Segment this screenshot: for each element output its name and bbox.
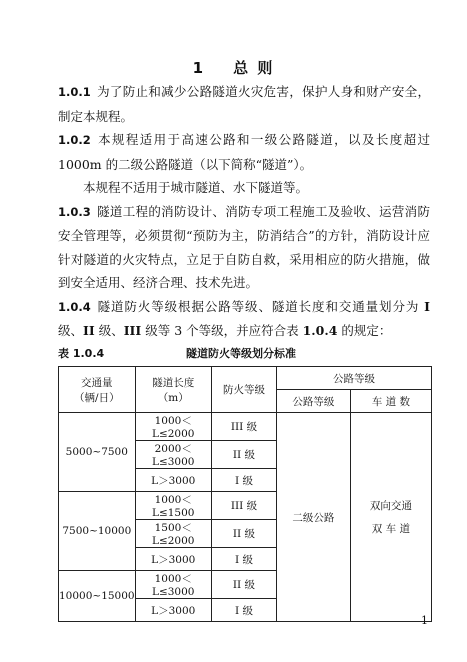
- clause-1-0-2-note: [58, 176, 430, 200]
- grade-cell: II 级: [211, 441, 276, 469]
- clause-text: 为了防止和减少公路隧道火灾危害，保护人身和财产安全，制定本规程。: [58, 84, 430, 124]
- table-label: 表 1.0.4: [58, 347, 105, 360]
- length-cell: L＞3000: [135, 548, 211, 571]
- lanes-line-2: 双 车 道: [371, 523, 410, 535]
- clause-text: 级等 3 个等级，并应符合表: [141, 323, 303, 338]
- header-traffic-label: 交通量: [81, 376, 113, 389]
- header-traffic: [59, 367, 136, 413]
- length-cell: 1500＜L≤2000: [135, 520, 211, 548]
- grade-cell: I 级: [211, 548, 276, 571]
- chapter-number: 1: [192, 59, 206, 77]
- grade-cell: I 级: [211, 469, 276, 492]
- clause-text: 的规定：: [337, 323, 392, 338]
- header-lanes: 车 道 数: [350, 390, 431, 413]
- length-cell: 1000＜L≤2000: [135, 413, 211, 441]
- lanes-line-1: 双向交通: [369, 500, 412, 512]
- table-title: 隧道防火等级划分标准: [186, 347, 296, 360]
- grade-cell: I 级: [211, 599, 276, 622]
- grade-ii: II: [83, 323, 95, 338]
- fire-grade-table: [58, 366, 432, 622]
- grade-i: I: [424, 298, 430, 314]
- grade-iii: III: [123, 323, 142, 338]
- header-traffic-unit: （辆/日）: [74, 391, 120, 404]
- chapter-title: 总 则: [233, 59, 275, 77]
- clause-1-0-1: [58, 80, 430, 128]
- grade-cell: III 级: [211, 413, 276, 441]
- length-cell: L＞3000: [135, 599, 211, 622]
- clauses-body: [58, 80, 430, 343]
- chapter-heading: [0, 57, 467, 78]
- length-cell: 1000＜L≤3000: [135, 571, 211, 599]
- header-length-label: 隧道长度: [152, 376, 195, 389]
- table-row: [59, 413, 432, 441]
- grade-cell: III 级: [211, 492, 276, 520]
- clause-1-0-2: [58, 128, 430, 176]
- header-road-grade: 公路等级: [277, 390, 351, 413]
- length-cell: L＞3000: [135, 469, 211, 492]
- traffic-cell: 10000~15000: [59, 571, 136, 622]
- header-road: 公路等级: [277, 367, 432, 390]
- clause-text: 本规程适用于高速公路和一级公路隧道，以及长度超过 1000m 的二级公路隧道（以下简称“隧道”）。: [58, 132, 430, 172]
- clause-number: 1.0.4: [58, 299, 91, 314]
- clause-number: 1.0.1: [58, 85, 91, 99]
- clause-text: 级、: [58, 323, 84, 338]
- header-grade: 防火等级: [211, 367, 276, 413]
- length-cell: 1000＜L≤1500: [135, 492, 211, 520]
- header-row: [59, 367, 432, 390]
- traffic-cell: 5000~7500: [59, 413, 136, 492]
- page-number: 1: [421, 614, 428, 627]
- clause-text: 级、: [94, 323, 124, 338]
- clause-1-0-4: [58, 295, 430, 343]
- clause-text: 隧道防火等级根据公路等级、隧道长度和交通量划分为: [96, 298, 425, 314]
- lanes-cell: [350, 413, 431, 622]
- clause-text: 隧道工程的消防设计、消防专项工程施工及验收、运营消防安全管理等，必须贯彻“预防为主，防消结合”的方针，消防设计应针对隧道的火灾特点，立足于自防自救，采用相应的防火措施，做到安全适用、经济合理、技术先进。: [58, 203, 430, 290]
- clause-text: 本规程不适用于城市隧道、水下隧道等。: [83, 180, 309, 195]
- clause-1-0-3: [58, 200, 430, 295]
- table-ref: 1.0.4: [302, 323, 338, 338]
- clause-number: 1.0.3: [58, 204, 91, 219]
- clause-number: 1.0.2: [58, 133, 91, 147]
- header-length-unit: （m）: [157, 391, 189, 404]
- length-cell: 2000＜L≤3000: [135, 441, 211, 469]
- grade-cell: II 级: [211, 571, 276, 599]
- header-length: [135, 367, 211, 413]
- traffic-cell: 7500~10000: [59, 492, 136, 571]
- grade-cell: II 级: [211, 520, 276, 548]
- road-grade-cell: 二级公路: [277, 413, 351, 622]
